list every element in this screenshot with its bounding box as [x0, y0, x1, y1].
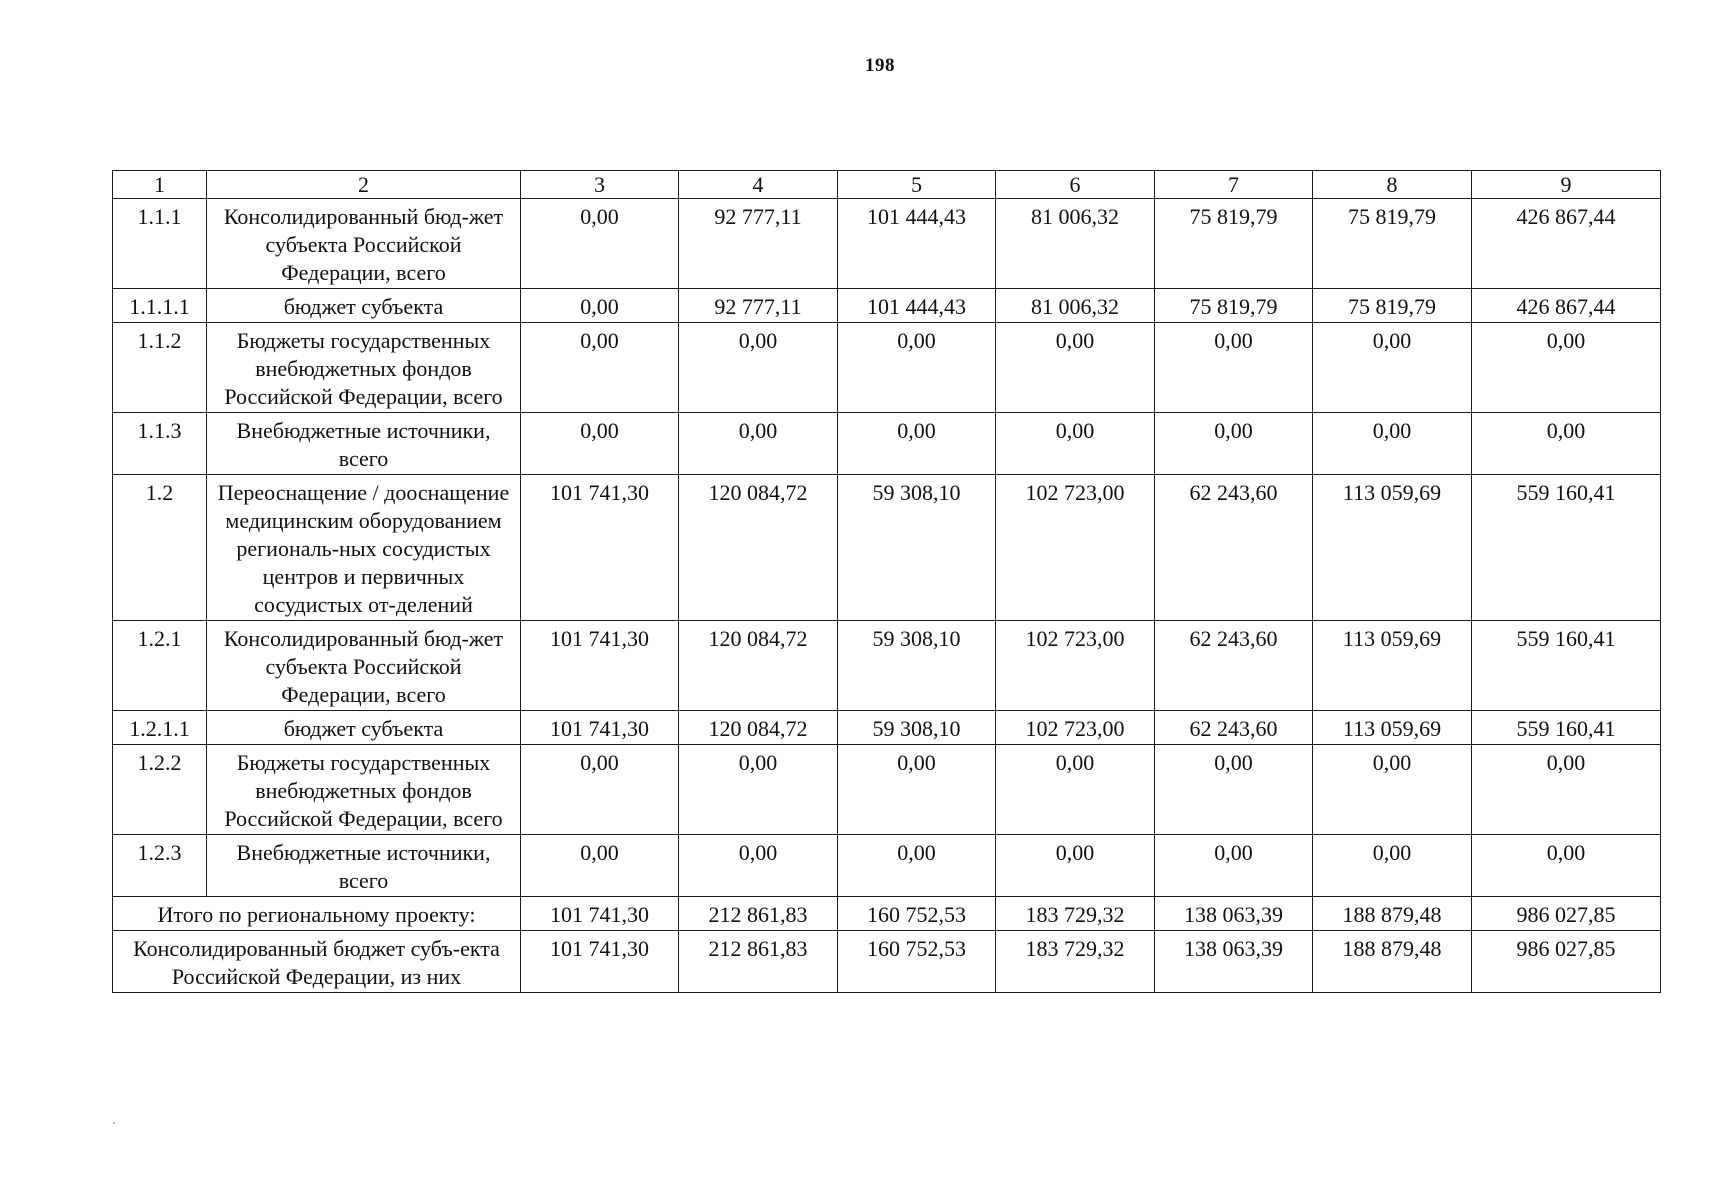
amount-cell: 113 059,69 — [1313, 621, 1472, 711]
total-amount-cell: 138 063,39 — [1155, 897, 1313, 931]
amount-cell: 75 819,79 — [1313, 289, 1472, 323]
row-code: 1.2.3 — [113, 835, 207, 897]
amount-cell: 101 741,30 — [521, 711, 679, 745]
amount-cell: 120 084,72 — [679, 621, 838, 711]
amount-cell: 0,00 — [521, 835, 679, 897]
column-number: 8 — [1313, 171, 1472, 199]
total-amount-cell: 188 879,48 — [1313, 931, 1472, 993]
amount-cell: 101 741,30 — [521, 621, 679, 711]
amount-cell: 426 867,44 — [1472, 199, 1661, 289]
table-row — [113, 621, 1661, 711]
amount-cell: 0,00 — [1155, 323, 1313, 413]
amount-cell: 101 444,43 — [838, 289, 996, 323]
total-amount-cell: 101 741,30 — [521, 931, 679, 993]
amount-cell: 0,00 — [521, 745, 679, 835]
amount-cell: 0,00 — [996, 413, 1155, 475]
column-number: 4 — [679, 171, 838, 199]
table-row — [113, 413, 1661, 475]
row-code: 1.1.2 — [113, 323, 207, 413]
row-name: бюджет субъекта — [207, 289, 521, 323]
amount-cell: 102 723,00 — [996, 475, 1155, 621]
amount-cell: 62 243,60 — [1155, 621, 1313, 711]
row-code: 1.1.1 — [113, 199, 207, 289]
total-amount-cell: 183 729,32 — [996, 931, 1155, 993]
budget-table — [112, 170, 1661, 993]
row-name: Консолидированный бюд-жет субъекта Российской Федерации, всего — [207, 199, 521, 289]
amount-cell: 0,00 — [679, 835, 838, 897]
total-amount-cell: 160 752,53 — [838, 897, 996, 931]
column-number: 2 — [207, 171, 521, 199]
total-amount-cell: 101 741,30 — [521, 897, 679, 931]
column-number: 5 — [838, 171, 996, 199]
amount-cell: 59 308,10 — [838, 475, 996, 621]
total-amount-cell: 986 027,85 — [1472, 931, 1661, 993]
amount-cell: 0,00 — [1313, 323, 1472, 413]
amount-cell: 0,00 — [996, 745, 1155, 835]
amount-cell: 0,00 — [996, 323, 1155, 413]
amount-cell: 559 160,41 — [1472, 475, 1661, 621]
amount-cell: 0,00 — [838, 835, 996, 897]
total-row — [113, 931, 1661, 993]
total-amount-cell: 138 063,39 — [1155, 931, 1313, 993]
amount-cell: 0,00 — [679, 745, 838, 835]
page-number: 198 — [865, 55, 895, 76]
amount-cell: 0,00 — [1313, 745, 1472, 835]
column-number: 1 — [113, 171, 207, 199]
amount-cell: 0,00 — [1313, 413, 1472, 475]
row-code: 1.1.3 — [113, 413, 207, 475]
amount-cell: 0,00 — [1472, 745, 1661, 835]
amount-cell: 113 059,69 — [1313, 475, 1472, 621]
column-number: 6 — [996, 171, 1155, 199]
row-name: Внебюджетные источники, всего — [207, 413, 521, 475]
table-row — [113, 323, 1661, 413]
row-name: Консолидированный бюд-жет субъекта Российской Федерации, всего — [207, 621, 521, 711]
total-amount-cell: 212 861,83 — [679, 897, 838, 931]
total-label: Итого по региональному проекту: — [113, 897, 521, 931]
amount-cell: 62 243,60 — [1155, 475, 1313, 621]
total-label: Консолидированный бюджет субъ-екта Российской Федерации, из них — [113, 931, 521, 993]
amount-cell: 0,00 — [679, 323, 838, 413]
total-amount-cell: 183 729,32 — [996, 897, 1155, 931]
amount-cell: 0,00 — [1472, 323, 1661, 413]
amount-cell: 0,00 — [838, 323, 996, 413]
row-code: 1.2 — [113, 475, 207, 621]
amount-cell: 102 723,00 — [996, 621, 1155, 711]
amount-cell: 0,00 — [1313, 835, 1472, 897]
row-code: 1.2.1.1 — [113, 711, 207, 745]
row-name: бюджет субъекта — [207, 711, 521, 745]
row-name: Внебюджетные источники, всего — [207, 835, 521, 897]
amount-cell: 0,00 — [996, 835, 1155, 897]
amount-cell: 426 867,44 — [1472, 289, 1661, 323]
amount-cell: 559 160,41 — [1472, 621, 1661, 711]
amount-cell: 0,00 — [1155, 745, 1313, 835]
amount-cell: 81 006,32 — [996, 289, 1155, 323]
amount-cell: 62 243,60 — [1155, 711, 1313, 745]
total-amount-cell: 212 861,83 — [679, 931, 838, 993]
amount-cell: 0,00 — [521, 413, 679, 475]
table-row — [113, 289, 1661, 323]
header-row — [113, 171, 1661, 199]
total-amount-cell: 986 027,85 — [1472, 897, 1661, 931]
column-number: 3 — [521, 171, 679, 199]
row-code: 1.1.1.1 — [113, 289, 207, 323]
amount-cell: 59 308,10 — [838, 621, 996, 711]
amount-cell: 0,00 — [838, 745, 996, 835]
amount-cell: 81 006,32 — [996, 199, 1155, 289]
total-amount-cell: 188 879,48 — [1313, 897, 1472, 931]
amount-cell: 59 308,10 — [838, 711, 996, 745]
amount-cell: 92 777,11 — [679, 199, 838, 289]
amount-cell: 101 741,30 — [521, 475, 679, 621]
row-name: Бюджеты государственных внебюджетных фондов Российской Федерации, всего — [207, 323, 521, 413]
amount-cell: 559 160,41 — [1472, 711, 1661, 745]
amount-cell: 102 723,00 — [996, 711, 1155, 745]
amount-cell: 0,00 — [521, 323, 679, 413]
amount-cell: 120 084,72 — [679, 711, 838, 745]
amount-cell: 113 059,69 — [1313, 711, 1472, 745]
row-code: 1.2.1 — [113, 621, 207, 711]
table-row — [113, 199, 1661, 289]
row-name: Переоснащение / дооснащение медицинским оборудованием региональ-ных сосудистых центров и первичных сосудистых от-делений — [207, 475, 521, 621]
column-number: 7 — [1155, 171, 1313, 199]
table-row — [113, 745, 1661, 835]
table-row — [113, 835, 1661, 897]
amount-cell: 0,00 — [1472, 413, 1661, 475]
amount-cell: 0,00 — [679, 413, 838, 475]
amount-cell: 0,00 — [1155, 413, 1313, 475]
amount-cell: 101 444,43 — [838, 199, 996, 289]
total-row — [113, 897, 1661, 931]
amount-cell: 75 819,79 — [1313, 199, 1472, 289]
table-row — [113, 475, 1661, 621]
amount-cell: 0,00 — [521, 289, 679, 323]
amount-cell: 92 777,11 — [679, 289, 838, 323]
total-amount-cell: 160 752,53 — [838, 931, 996, 993]
row-code: 1.2.2 — [113, 745, 207, 835]
scan-speck — [113, 1122, 115, 1124]
row-name: Бюджеты государственных внебюджетных фондов Российской Федерации, всего — [207, 745, 521, 835]
column-number: 9 — [1472, 171, 1661, 199]
amount-cell: 75 819,79 — [1155, 289, 1313, 323]
amount-cell: 0,00 — [1155, 835, 1313, 897]
amount-cell: 75 819,79 — [1155, 199, 1313, 289]
amount-cell: 0,00 — [521, 199, 679, 289]
table-row — [113, 711, 1661, 745]
amount-cell: 0,00 — [1472, 835, 1661, 897]
amount-cell: 0,00 — [838, 413, 996, 475]
amount-cell: 120 084,72 — [679, 475, 838, 621]
